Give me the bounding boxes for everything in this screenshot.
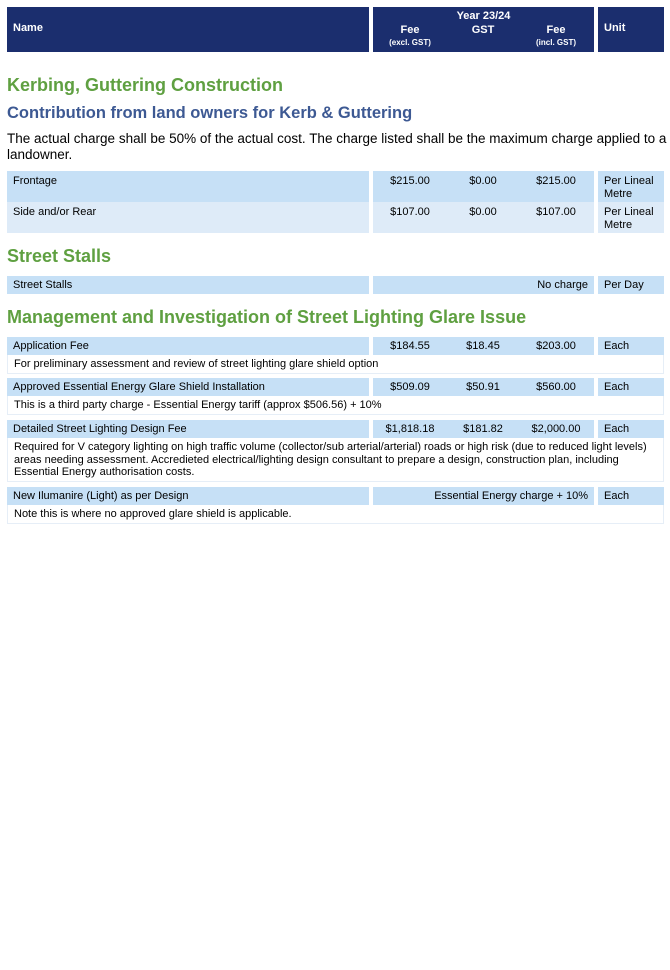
header-gst-label: GST [471,24,495,36]
gst-value: $50.91 [466,381,500,393]
fee-incl-gst: $203.00 [536,340,576,352]
fee-essential-energy: Essential Energy charge + 10% [434,490,588,502]
row-unit: Per Day [598,276,664,294]
fee-excl-gst: $107.00 [390,206,430,218]
fee-excl-gst: $184.55 [390,340,430,352]
header-year-label: Year 23/24 [456,10,511,22]
fee-incl-gst: $2,000.00 [531,423,581,435]
header-fee-incl-sub: (incl. GST) [536,38,576,47]
row-name: Side and/or Rear [7,202,369,233]
row-note: For preliminary assessment and review of street lighting glare shield option [7,355,664,374]
table-row-side-rear [7,202,664,233]
header-fee-excl [375,24,445,49]
kerbing-paragraph: The actual charge shall be 50% of the actual cost. The charge listed shall be the maximum charge applied to a landowner. [7,131,667,162]
header-gst [448,24,518,37]
header-name-label: Name [13,22,43,34]
row-unit: Each [598,378,664,396]
fee-excl-gst: $509.09 [390,381,430,393]
table-row-frontage [7,171,664,202]
table-row-street-stalls [7,276,664,294]
row-fees [373,378,594,396]
header-fee-incl-label: Fee [546,24,566,36]
row-note: This is a third party charge - Essential Energy tariff (approx $506.56) + 10% [7,396,664,415]
row-note: Note this is where no approved glare shield is applicable. [7,505,664,524]
gst-value: $18.45 [466,340,500,352]
row-name: Detailed Street Lighting Design Fee [7,420,369,438]
row-name: Application Fee [7,337,369,355]
table-row-glare-shield-installation [7,378,664,396]
row-note: Required for V category lighting on high traffic volume (collector/sub arterial/arterial) roads or high risk (due to reduced light levels) areas needing assessment. Accredieted electrical/lighting design consultant to prepare a design, construction plan, including Essential Energy authorisation costs. [7,438,664,482]
fee-excl-gst: $215.00 [390,175,430,187]
header-unit-label: Unit [604,22,626,34]
header-fee-excl-label: Fee [400,24,420,36]
header-year-column [373,7,594,52]
row-unit: Per Lineal Metre [598,171,664,202]
section-heading-street-lighting: Management and Investigation of Street Lighting Glare Issue [7,307,527,327]
fee-incl-gst: $215.00 [536,175,576,187]
gst-value: $0.00 [469,175,497,187]
row-fees [373,487,594,505]
row-name: Approved Essential Energy Glare Shield Installation [7,378,369,396]
fee-no-charge: No charge [537,279,588,291]
row-unit: Each [598,337,664,355]
row-fees [373,202,594,233]
header-name-column [7,7,369,52]
gst-value: $181.82 [463,423,503,435]
row-unit: Each [598,420,664,438]
section-heading-kerbing: Kerbing, Guttering Construction [7,75,283,95]
fee-excl-gst: $1,818.18 [385,423,435,435]
table-row-new-ilumanire [7,487,664,505]
table-row-application-fee [7,337,664,355]
header-fee-excl-sub: (excl. GST) [389,38,431,47]
row-fees [373,337,594,355]
subheading-kerb-contribution: Contribution from land owners for Kerb & Guttering [7,104,413,122]
fee-incl-gst: $560.00 [536,381,576,393]
row-fees [373,276,594,294]
header-fee-incl [521,24,591,49]
section-heading-street-stalls: Street Stalls [7,246,112,266]
row-name: New Ilumanire (Light) as per Design [7,487,369,505]
header-unit-column [598,7,664,52]
row-fees [373,420,594,438]
gst-value: $0.00 [469,206,497,218]
table-row-lighting-design-fee [7,420,664,438]
row-unit: Per Lineal Metre [598,202,664,233]
fee-incl-gst: $107.00 [536,206,576,218]
row-unit: Each [598,487,664,505]
row-fees [373,171,594,202]
row-name: Frontage [7,171,369,202]
row-name: Street Stalls [7,276,369,294]
